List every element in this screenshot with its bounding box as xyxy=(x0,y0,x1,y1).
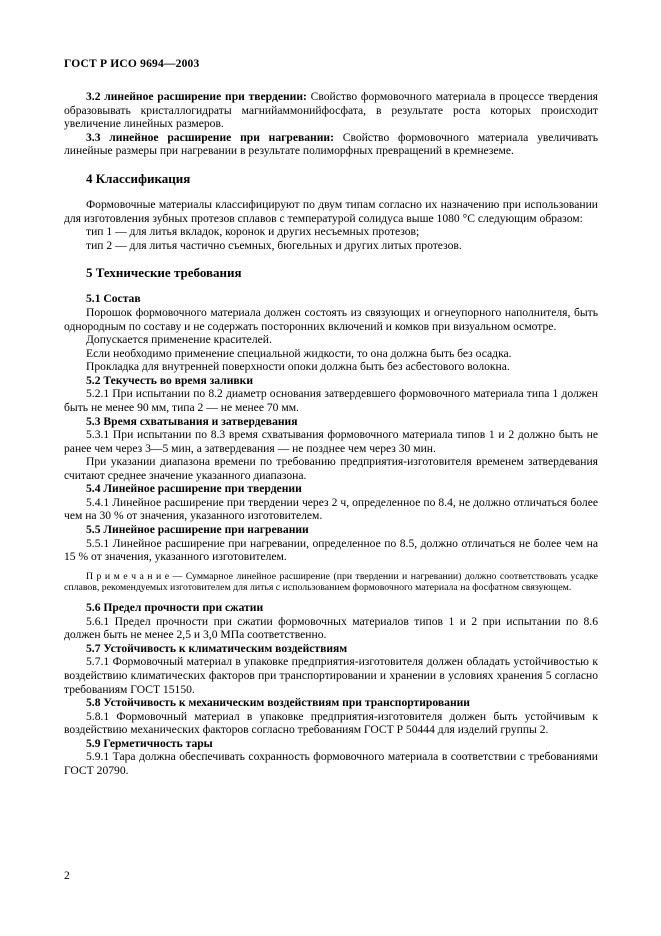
paragraph: 5.3.1 При испытании по 8.3 время схватывания формовочного материала типов 1 и 2 должно быть не ранее чем через 3—5 мин, а затвердевания — не позднее чем через 30 мин. xyxy=(64,428,598,455)
paragraph: тип 1 — для литья вкладок, коронок и других несъемных протезов; xyxy=(86,225,420,239)
paragraph: 5.8.1 Формовочный материал в упаковке предприятия-изготовителя должен быть устойчивым к воздействию механических факторов согласно требованиям ГОСТ Р 50444 для изделий группы 2. xyxy=(64,709,598,737)
term-label: 3.3 линейное расширение при нагревании: xyxy=(86,130,334,144)
paragraph: 5.6.1 Предел прочности при сжатии формовочных материалов типов 1 и 2 при испытании по 8.6 должен быть не менее 2,5 и 3,0 МПа соответственно. xyxy=(64,614,598,642)
paragraph: тип 2 — для литья частично съемных, бюгельных и других литых протезов. xyxy=(86,238,462,252)
subsection-heading: 5.5 Линейное расширение при нагревании xyxy=(86,523,309,537)
subsection-heading: 5.6 Предел прочности при сжатии xyxy=(86,601,264,615)
subsection-heading: 5.7 Устойчивость к климатическим воздействиям xyxy=(86,641,348,655)
paragraph: Прокладка для внутренней поверхности опоки должна быть без асбестового волокна. xyxy=(86,360,510,374)
document-title: ГОСТ Р ИСО 9694—2003 xyxy=(64,58,200,70)
document-content xyxy=(64,90,598,778)
paragraph: Если необходимо применение специальной жидкости, то она должна быть без осадка. xyxy=(86,346,512,360)
subsection-heading: 5.2 Текучесть во время заливки xyxy=(86,373,253,387)
subsection-heading: 5.8 Устойчивость к механическим воздействиям при транспортировании xyxy=(86,696,470,710)
term-label: 3.2 линейное расширение при твердении: xyxy=(86,90,307,103)
subsection-heading: 5.3 Время схватывания и затвердевания xyxy=(86,414,298,428)
section-heading: 5 Технические требования xyxy=(86,265,242,281)
paragraph: 5.4.1 Линейное расширение при твердении через 2 ч, определенное по 8.4, не должно отличаться более чем на 30 % от значения, указанного изготовителем. xyxy=(64,495,598,523)
paragraph: 5.2.1 При испытании по 8.2 диаметр основания затвердевшего формовочного материала типа 1 должен быть не менее 90 мм, типа 2 — не менее 70 мм. xyxy=(64,387,598,414)
paragraph: Допускается применение красителей. xyxy=(86,333,272,347)
paragraph: 5.5.1 Линейное расширение при нагревании, определенное по 8.5, должно отличаться не более чем на 15 % от значения, указанного изготовителем. xyxy=(64,536,598,564)
subsection-heading: 5.9 Герметичность тары xyxy=(86,736,213,750)
page-number: 2 xyxy=(64,870,70,882)
term-definition: 3.2 линейное расширение при твердении: Свойство формовочного материала в процессе твердения образовывать кристаллогидраты магнийаммонийфосфата, в результате роста которых происходит увеличение линейных размеров. xyxy=(64,90,598,131)
paragraph: 5.9.1 Тара должна обеспечивать сохранность формовочного материала в соответствии с требованиями ГОСТ 20790. xyxy=(64,750,598,777)
paragraph: При указании диапазона времени по требованию предприятия-изготовителя временем затвердевания считают среднее значение указанного диапазона. xyxy=(64,455,598,482)
paragraph: Формовочные материалы классифицируют по двум типам согласно их назначению при использовании для изготовления зубных протезов сплавов с температурой солидуса выше 1080 °С следующим образом: xyxy=(64,198,598,225)
paragraph: 5.7.1 Формовочный материал в упаковке предприятия-изготовителя должен обладать устойчивостью к воздействию климатических факторов при транспортировании и хранении в условиях хранения 5 согласно требованиям ГОСТ 15150. xyxy=(64,655,598,696)
section-heading: 4 Классификация xyxy=(86,170,191,186)
subsection-heading: 5.1 Состав xyxy=(86,292,141,306)
note-paragraph: П р и м е ч а н и е — Суммарное линейное расширение (при твердении и нагревании) должно соответствовать усадке сплавов, рекомендуемых изготовителем для литья с использованием формовочного материала на фосфатном связующем. xyxy=(64,570,598,594)
subsection-heading: 5.4 Линейное расширение при твердении xyxy=(86,482,302,496)
term-definition: 3.3 линейное расширение при нагревании: Свойство формовочного материала увеличивать линейные размеры при нагревании в результате полиморфных превращений в кремнеземе. xyxy=(64,130,598,158)
paragraph: Порошок формовочного материала должен состоять из связующих и огнеупорного наполнителя, быть однородным по составу и не содержать посторонних включений и комков при визуальном осмотре. xyxy=(64,306,598,333)
